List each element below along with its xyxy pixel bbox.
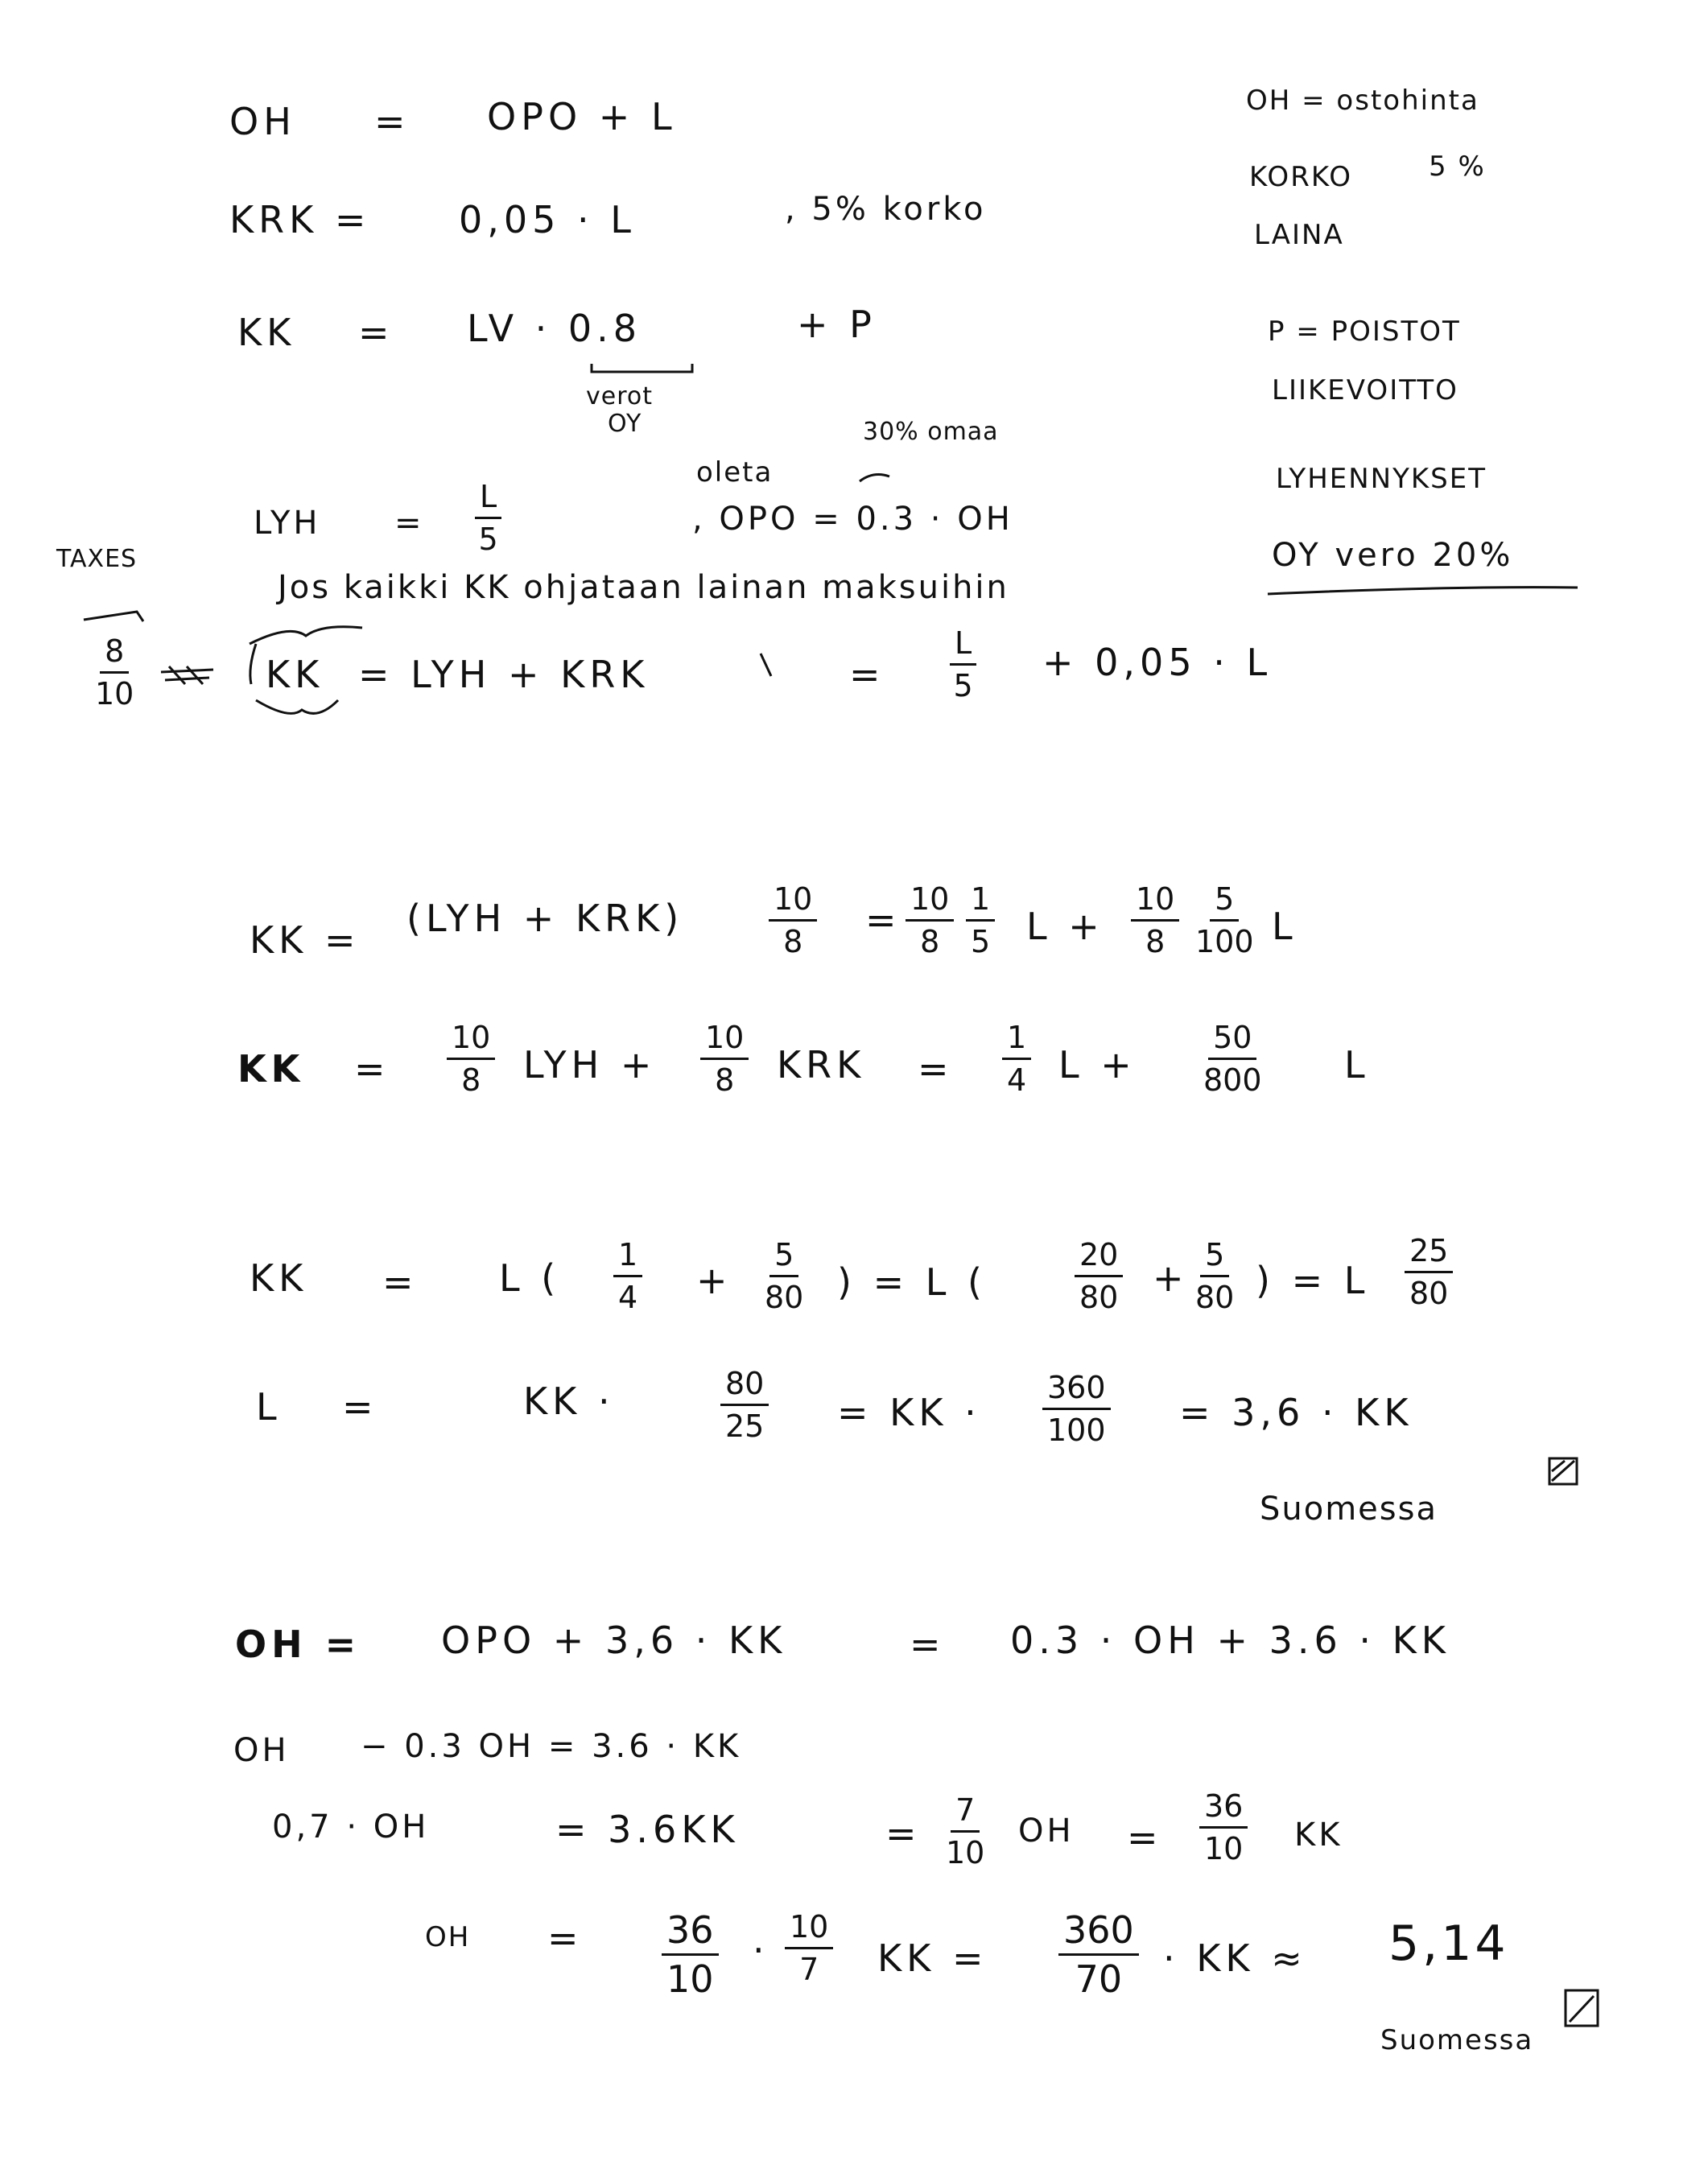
eq7-frac3: [1002, 1020, 1031, 1098]
eq6-eq: =: [865, 898, 901, 942]
eq9-eq2: = KK ·: [837, 1391, 981, 1434]
eq6-frac2: [906, 881, 954, 959]
eq6-frac3: [966, 881, 995, 959]
eq13-f2-den: 7: [799, 1952, 819, 1987]
eq4-frac-den: 5: [478, 522, 498, 557]
eq13-frac2: [785, 1911, 833, 1985]
eq6-f3-num: 1: [966, 884, 995, 922]
eq8-frac2: [765, 1239, 803, 1313]
eq8-end: ) = L: [1256, 1259, 1370, 1302]
eq5-lhs: KK: [266, 653, 324, 696]
eq5-mid: = LYH + KRK: [358, 653, 650, 696]
eq6-l2: L: [1272, 905, 1298, 948]
eq13-f2-num: 10: [785, 1911, 833, 1949]
legend-korko: KORKO: [1249, 161, 1353, 193]
legend-korko-pct: 5 %: [1429, 151, 1486, 183]
side-fraction: [95, 633, 134, 711]
eq7-krk: KRK: [777, 1043, 866, 1087]
eq9-frac1: [720, 1366, 769, 1444]
eq3-rhs: LV · 0.8: [467, 307, 642, 350]
eq8-plus: +: [696, 1259, 732, 1302]
eq9-eq: =: [342, 1385, 378, 1429]
eq12-oh: OH: [1018, 1813, 1075, 1850]
eq8-frac3: [1075, 1239, 1123, 1313]
eq8-f3-den: 80: [1079, 1280, 1119, 1315]
eq7-lhs: KK: [237, 1047, 305, 1091]
eq7-f1-den: 8: [461, 1062, 481, 1098]
eq13-f1-num: 36: [662, 1911, 719, 1956]
eq11-rhs: − 0.3 OH = 3.6 · KK: [361, 1728, 742, 1765]
eq5-fraction: [950, 625, 976, 703]
eq7-f3-den: 4: [1007, 1062, 1027, 1098]
eq6-frac1: [769, 881, 817, 959]
eq3-lhs: KK: [237, 311, 296, 354]
eq8-plus2: +: [1153, 1256, 1189, 1300]
eq3-under: verot: [586, 382, 654, 410]
eq9-f1-num: 80: [720, 1368, 769, 1406]
eq9-f2-num: 360: [1042, 1372, 1111, 1410]
eq8-f2-den: 80: [765, 1280, 804, 1315]
eq9-f2-den: 100: [1047, 1412, 1106, 1448]
eq3-under2: OY: [608, 410, 642, 438]
eq4-omaa: 30% omaa: [863, 418, 999, 446]
eq7-l2: L: [1344, 1043, 1370, 1087]
eq8-f1-den: 4: [618, 1280, 638, 1315]
eq8-lhs: KK: [250, 1256, 308, 1300]
eq6-f1-den: 8: [783, 924, 803, 959]
note-line: Jos kaikki KK ohjataan lainan maksuihin: [278, 569, 1009, 606]
legend-liikevoitto: LIIKEVOITTO: [1272, 374, 1458, 406]
eq9-suomessa: Suomessa: [1260, 1491, 1438, 1528]
eq12-mid: = 3.6KK: [555, 1808, 740, 1851]
eq13-kk: KK =: [877, 1936, 988, 1980]
eq7-frac1: [447, 1020, 495, 1098]
eq12-lhs: 0,7 · OH: [272, 1808, 430, 1846]
eq9-res: = 3,6 · KK: [1179, 1391, 1413, 1434]
eq8-frac4: [1195, 1239, 1234, 1313]
eq9-kk: KK ·: [523, 1379, 615, 1423]
eq8-f1-num: 1: [613, 1239, 642, 1277]
eq12-eq: =: [885, 1812, 922, 1855]
eq6-paren: (LYH + KRK): [406, 897, 684, 940]
eq4-oleta: oleta: [696, 456, 774, 489]
eq2-rhs: 0,05 · L: [459, 198, 636, 241]
eq6-f4-den: 8: [1145, 924, 1165, 959]
eq3-eq: =: [358, 311, 394, 354]
eq7-lyh: LYH +: [523, 1043, 657, 1087]
side-frac-den: 10: [95, 676, 134, 711]
eq13-f1-den: 10: [666, 1957, 714, 2001]
eq13-frac3: [1058, 1908, 1139, 2001]
eq7-frac2: [700, 1020, 749, 1098]
eq1-rhs: OPO + L: [487, 95, 677, 138]
eq1-eq: =: [374, 100, 410, 143]
eq4-lhs: LYH: [254, 505, 321, 542]
eq8-f2-num: 5: [769, 1239, 798, 1277]
eq7-l1: L +: [1058, 1043, 1137, 1087]
eq8-f3-num: 20: [1075, 1239, 1123, 1277]
eq7-f3-num: 1: [1002, 1022, 1031, 1060]
eq7-f1-num: 10: [447, 1022, 495, 1060]
eq4-opo: , OPO = 0.3 · OH: [692, 501, 1013, 538]
legend-poistot: P = POISTOT: [1268, 315, 1461, 348]
eq13-suomessa: Suomessa: [1380, 2024, 1534, 2056]
eq10-rhs2: 0.3 · OH + 3.6 · KK: [1010, 1619, 1450, 1662]
legend-oh: OH = ostohinta: [1246, 85, 1479, 117]
eq13-frac1: [662, 1908, 719, 2001]
eq7-frac4: [1203, 1020, 1262, 1098]
eq6-f5-num: 5: [1210, 884, 1239, 922]
eq12-eq2: =: [1127, 1816, 1163, 1859]
eq6-f2-num: 10: [906, 884, 954, 922]
side-taxes: TAXES: [56, 545, 138, 573]
eq13-f3-den: 70: [1075, 1957, 1123, 2001]
eq12-f2-den: 10: [1204, 1831, 1244, 1866]
eq10-lhs: OH =: [235, 1623, 361, 1666]
eq8-f4-den: 80: [1195, 1280, 1235, 1315]
eq9-lhs: L: [256, 1385, 282, 1429]
eq2-lhs: KRK =: [229, 198, 371, 241]
eq12-f1-den: 10: [946, 1835, 985, 1870]
eq13-lhs: OH: [425, 1921, 471, 1953]
eq8-eq: =: [382, 1260, 419, 1304]
eq10-eq: =: [910, 1623, 946, 1666]
eq4-fraction: [475, 481, 501, 555]
eq7-eq2: =: [918, 1047, 954, 1091]
eq12-f1-num: 7: [951, 1795, 980, 1833]
legend-lyhennykset: LYHENNYKSET: [1276, 463, 1487, 495]
eq12-frac1: [946, 1792, 985, 1870]
eq1-lhs: OH: [229, 100, 296, 143]
eq4-eq: =: [394, 505, 425, 542]
eq8-mid: ) = L (: [837, 1260, 987, 1304]
eq13-f3-num: 360: [1058, 1911, 1139, 1956]
eq9-frac2: [1042, 1370, 1111, 1448]
eq13-dot: ·: [753, 1928, 769, 1972]
eq7-f4-den: 800: [1203, 1062, 1262, 1098]
eq6-f2-den: 8: [920, 924, 940, 959]
eq8-frac1: [613, 1239, 642, 1313]
eq2-note: , 5% korko: [785, 191, 987, 228]
eq6-frac4: [1131, 881, 1179, 959]
eq11-lhs: OH: [233, 1732, 290, 1769]
eq7-f2-num: 10: [700, 1022, 749, 1060]
eq6-f5-den: 100: [1195, 924, 1254, 959]
eq5-tail: + 0,05 · L: [1042, 641, 1273, 684]
eq7-f2-den: 8: [715, 1062, 735, 1098]
eq13-res: · KK ≈: [1163, 1936, 1307, 1980]
legend-oy-vero: OY vero 20%: [1272, 537, 1514, 574]
eq12-kk: KK: [1294, 1817, 1343, 1854]
eq8-frac5: [1405, 1235, 1453, 1309]
eq7-eq: =: [354, 1047, 390, 1091]
eq5-frac-den: 5: [953, 668, 973, 703]
eq8-f4-num: 5: [1200, 1239, 1229, 1277]
eq6-f3-den: 5: [971, 924, 991, 959]
eq8-f5-den: 80: [1409, 1276, 1449, 1311]
eq8-l: L (: [499, 1256, 561, 1300]
eq12-f2-num: 36: [1199, 1791, 1248, 1829]
eq8-f5-num: 25: [1405, 1235, 1453, 1273]
eq6-l1: L +: [1026, 905, 1104, 948]
eq9-f1-den: 25: [725, 1408, 765, 1444]
legend-laina: LAINA: [1254, 219, 1344, 251]
eq7-f4-num: 50: [1208, 1022, 1256, 1060]
eq6-f1-num: 10: [769, 884, 817, 922]
eq5-frac-num: L: [950, 628, 976, 666]
eq10-rhs: OPO + 3,6 · KK: [441, 1619, 787, 1662]
eq13-eq: =: [547, 1916, 584, 1960]
eq5-eq: =: [849, 653, 885, 696]
eq6-lhs: KK =: [250, 918, 361, 962]
eq6-frac5: [1195, 881, 1254, 959]
side-frac-num: 8: [100, 636, 129, 674]
eq6-f4-num: 10: [1131, 884, 1179, 922]
eq4-frac-num: L: [475, 481, 501, 519]
eq12-frac2: [1199, 1788, 1248, 1866]
eq13-value: 5,14: [1388, 1916, 1509, 1972]
eq3-plus: + P: [797, 303, 877, 346]
